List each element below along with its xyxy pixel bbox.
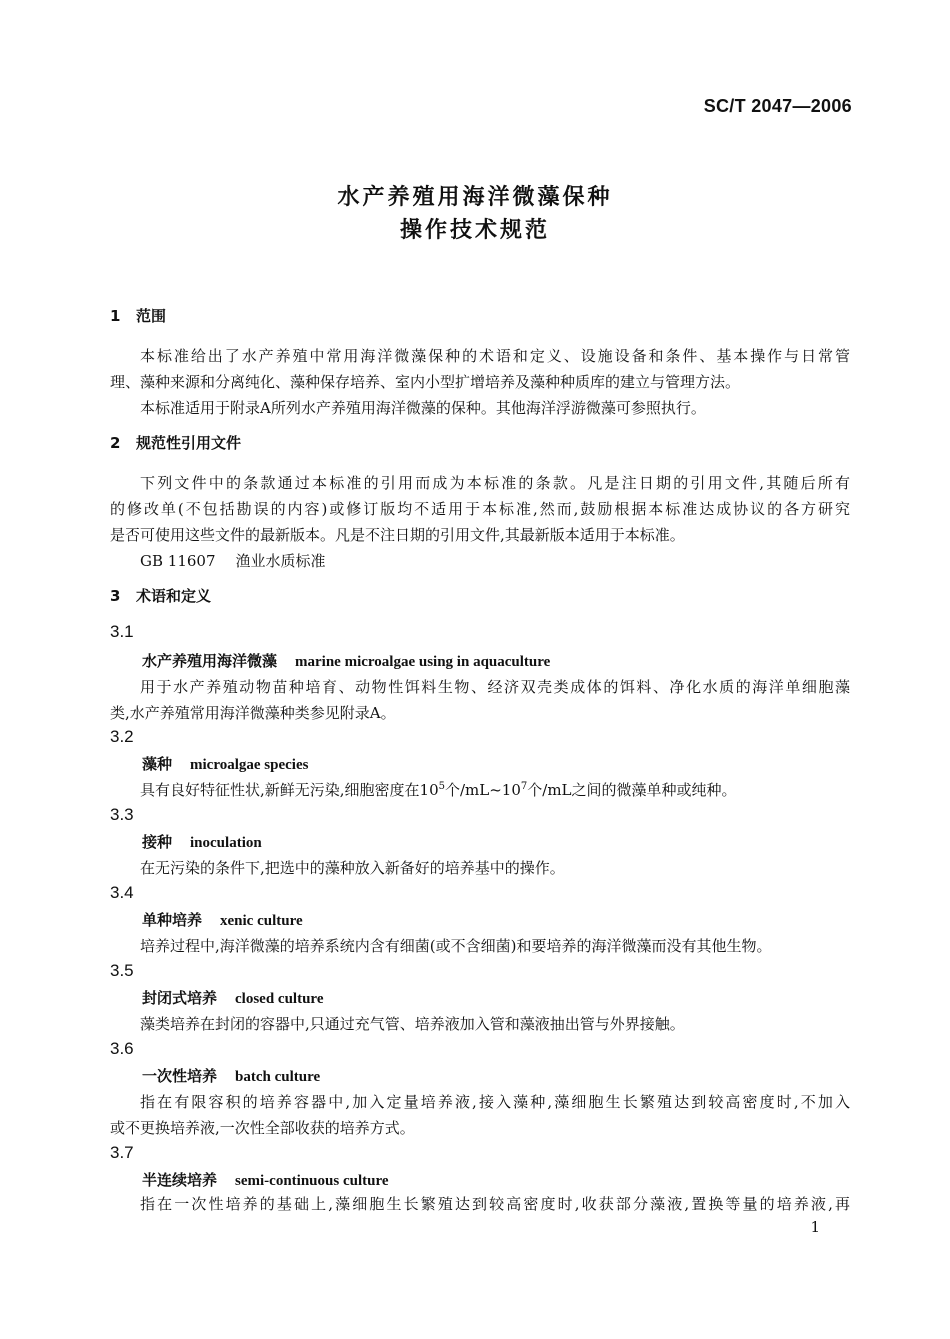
- clause-number: 3.7: [110, 1143, 134, 1162]
- scope-paragraph-line: 本标准给出了水产养殖中常用海洋微藻保种的术语和定义、设施设备和条件、基本操作与日常管: [140, 347, 850, 365]
- term-entry: [142, 987, 323, 1008]
- reference-title: 渔业水质标准: [235, 552, 326, 570]
- term-english: batch culture: [235, 1069, 321, 1085]
- term-chinese: 接种: [142, 833, 173, 851]
- page-number: 1: [810, 1218, 820, 1236]
- exponent: 7: [520, 781, 528, 792]
- term-definition-line: 指在有限容积的培养容器中,加入定量培养液,接入藻种,藻细胞生长繁殖达到较高密度时,不加入: [140, 1093, 850, 1111]
- references-paragraph-line: 是否可使用这些文件的最新版本。凡是不注日期的引用文件,其最新版本适用于本标准。: [110, 526, 685, 544]
- section-number: 1: [110, 307, 121, 325]
- term-english: xenic culture: [220, 913, 303, 929]
- term-definition-line: 在无污染的条件下,把选中的藻种放入新备好的培养基中的操作。: [140, 859, 565, 877]
- scope-applicability: 本标准适用于附录A所列水产养殖用海洋微藻的保种。其他海洋浮游微藻可参照执行。: [140, 399, 706, 417]
- term-chinese: 单种培养: [142, 911, 203, 929]
- term-entry: [142, 831, 262, 852]
- references-paragraph-line: 的修改单(不包括勘误的内容)或修订版均不适用于本标准,然而,鼓励根据本标准达成协议的各方研究: [110, 500, 850, 518]
- term-chinese: 水产养殖用海洋微藻: [142, 652, 278, 670]
- term-entry: [142, 1169, 389, 1190]
- clause-number: 3.2: [110, 727, 134, 746]
- reference-item: [140, 550, 850, 571]
- clause-number: 3.5: [110, 961, 134, 980]
- section-number: 3: [110, 587, 121, 605]
- clause-number: 3.1: [110, 622, 134, 641]
- document-title-line-1: 水产养殖用海洋微藻保种: [337, 185, 613, 210]
- clause-number: 3.4: [110, 883, 134, 902]
- term-definition-line: 藻类培养在封闭的容器中,只通过充气管、培养液加入管和藻液抽出管与外界接触。: [140, 1015, 685, 1033]
- section-title: 规范性引用文件: [136, 434, 242, 452]
- term-chinese: 藻种: [142, 755, 173, 773]
- term-english: marine microalgae using in aquaculture: [295, 654, 551, 670]
- term-definition-line: 用于水产养殖动物苗种培育、动物性饵料生物、经济双壳类成体的饵料、净化水质的海洋单细胞藻: [140, 678, 850, 696]
- term-english: semi-continuous culture: [235, 1173, 389, 1189]
- term-definition-line: 或不更换培养液,一次性全部收获的培养方式。: [110, 1119, 415, 1137]
- term-definition-line: 培养过程中,海洋微藻的培养系统内含有细菌(或不含细菌)和要培养的海洋微藻而没有其他生物。: [140, 937, 772, 955]
- term-chinese: 封闭式培养: [142, 989, 218, 1007]
- term-entry: [142, 909, 303, 930]
- term-definition-line: [140, 779, 850, 800]
- term-entry: [142, 753, 308, 774]
- section-number: 2: [110, 434, 121, 452]
- term-chinese: 半连续培养: [142, 1171, 218, 1189]
- term-english: microalgae species: [190, 757, 309, 773]
- definition-text: 具有良好特征性状,新鲜无污染,细胞密度在10: [140, 781, 439, 799]
- term-entry: [142, 650, 550, 671]
- section-heading-terms: [110, 585, 211, 606]
- section-heading-normative-references: [110, 432, 241, 453]
- section-title: 术语和定义: [136, 587, 212, 605]
- references-paragraph-line: 下列文件中的条款通过本标准的引用而成为本标准的条款。凡是注日期的引用文件,其随后所有: [140, 474, 850, 492]
- term-english: inoculation: [190, 835, 262, 851]
- section-title: 范围: [136, 307, 167, 325]
- scope-paragraph-line: 理、藻种来源和分离纯化、藻种保存培养、室内小型扩增培养及藻种种质库的建立与管理方法。: [110, 373, 741, 391]
- term-definition-line: 类,水产养殖常用海洋微藻种类参见附录A。: [110, 704, 396, 722]
- definition-text: 个/mL之间的微藻单种或纯种。: [527, 781, 737, 799]
- reference-code: GB 11607: [140, 552, 216, 570]
- document-title-line-2: 操作技术规范: [399, 218, 550, 243]
- standard-number: SC/T 2047—2006: [703, 96, 852, 116]
- term-english: closed culture: [235, 991, 324, 1007]
- clause-number: 3.3: [110, 805, 134, 824]
- clause-number: 3.6: [110, 1039, 134, 1058]
- term-entry: [142, 1065, 320, 1086]
- definition-text: 个/mL~10: [445, 781, 521, 799]
- exponent: 5: [438, 781, 445, 792]
- term-chinese: 一次性培养: [142, 1067, 218, 1085]
- section-heading-scope: [110, 305, 166, 326]
- term-definition-line: 指在一次性培养的基础上,藻细胞生长繁殖达到较高密度时,收获部分藻液,置换等量的培养液,再: [140, 1195, 850, 1213]
